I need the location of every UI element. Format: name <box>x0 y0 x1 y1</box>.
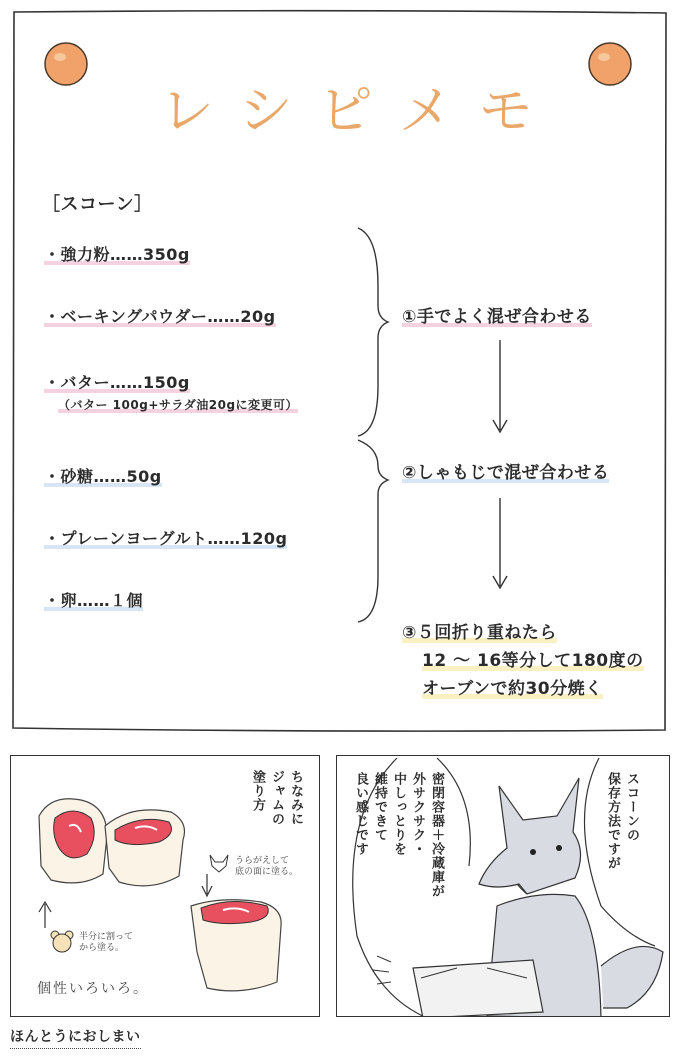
ingredient-flour: ・強力粉……350g <box>44 242 190 265</box>
ingredient-butter-note: （バター 100g+サラダ油20gに変更可） <box>58 398 299 412</box>
comic-panel-left <box>10 755 320 1017</box>
speech-bubble-top: スコーンの 保存方法ですが <box>605 772 639 870</box>
speech-bubble-main: 密閉容器＋冷蔵庫が 外サクサク・ 中しっとりを 維持できて 良い感じです <box>353 772 444 898</box>
note-bear: 半分に割って から塗る。 <box>79 932 134 953</box>
step-3-line-1: ③５回折り重ねたら <box>402 618 557 643</box>
step-3-line-3: オーブンで約30分焼く <box>422 674 603 699</box>
ingredient-baking-powder: ・ベーキングパウダー……20g <box>44 304 276 327</box>
magnet-left-icon <box>42 40 92 90</box>
step-2: ②しゃもじで混ぜ合わせる <box>402 458 609 483</box>
note-fox: うらがえして 底の面に塗る。 <box>235 856 299 877</box>
grouping-braces <box>350 226 410 626</box>
step-3-line-2: 12 〜 16等分して180度の <box>422 646 644 671</box>
small-bear-icon <box>49 928 75 954</box>
note-bottom: 個性いろいろ。 <box>37 981 149 997</box>
step-1: ①手でよく混ぜ合わせる <box>402 302 592 327</box>
ingredient-butter: ・バター……150g <box>44 370 190 393</box>
memo-title: レシピメモ <box>160 79 559 142</box>
small-fox-icon <box>207 852 231 874</box>
magnet-right-icon <box>586 40 636 90</box>
ingredient-egg: ・卵……１個 <box>44 588 143 611</box>
recipe-memo-sheet <box>10 8 670 736</box>
arrow-down-icon <box>488 338 512 438</box>
comic-panel-right <box>336 755 670 1017</box>
footer-text: ほんとうにおしまい <box>10 1026 141 1049</box>
ingredient-sugar: ・砂糖……50g <box>44 464 162 487</box>
panel-left-caption: ちなみに ジャムの 塗り方 <box>250 770 303 826</box>
ingredient-yogurt: ・プレーンヨーグルト……120g <box>44 526 287 549</box>
recipe-heading: ［スコーン］ <box>42 194 153 215</box>
arrow-down-icon <box>488 496 512 596</box>
